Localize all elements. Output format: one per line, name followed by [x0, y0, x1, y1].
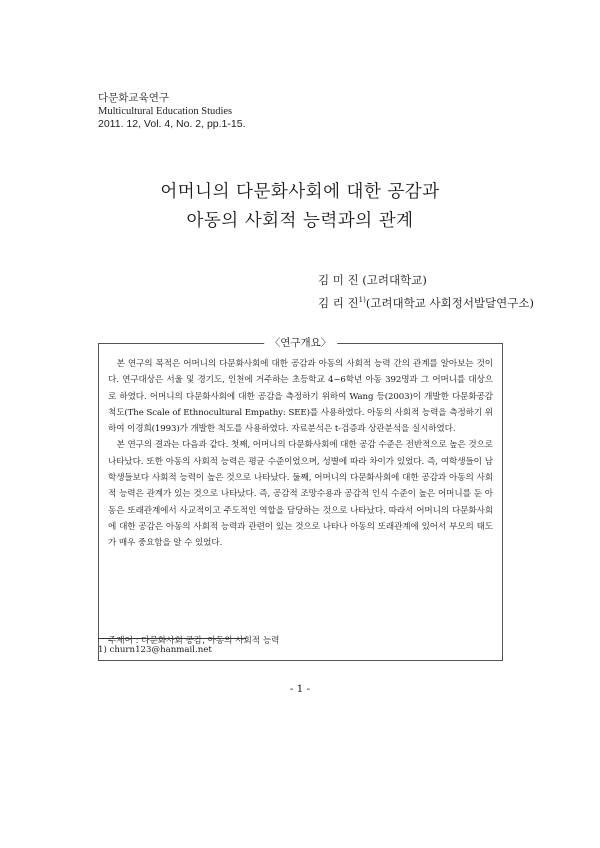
- author-2-affiliation: (고려대학교 사회정서발달연구소): [365, 295, 534, 310]
- abstract-heading: 〈연구개요〉: [264, 335, 338, 350]
- citation-info: 2011. 12, Vol. 4, No. 2, pp.1-15.: [98, 118, 246, 130]
- journal-title-ko: 다문화교육연구: [98, 92, 170, 104]
- abstract-paragraph-2: 본 연구의 결과는 다음과 같다. 첫째, 어머니의 다문화사회에 대한 공감 수준은 전반적으로 높은 것으로 나타났다. 또한 아동의 사회적 능력은 평균 수준이었으며, 성별에 따라 차이가 있었다. 즉, 여학생들이 남학생들보다 사회적 능력이 높은 것으로 나타났다. 둘째, 어머니의 다문화사회에 대한 공감과 아동의 사회적 능력은 관계가 있는 것으로 나타났다. 즉, 공감적 조망수용과 공감적 인식 수준이 높은 어머니를 둔 아동은 또래관계에서 사교적이고 주도적인 역할을 담당하는 것으로 나타났다. 따라서 어머니의 다문화사회에 대한 공감은 아동의 사회적 능력과 관련이 있는 것으로 나타나 아동의 또래관계에 있어서 부모의 태도가 매우 중요함을 알 수 있었다.: [108, 440, 493, 549]
- author-1-name: 김 미 진: [318, 273, 359, 287]
- abstract-body: [108, 356, 493, 552]
- title-line-1: 어머니의 다문화사회에 대한 공감과: [160, 182, 440, 202]
- footnote-marker: 1): [358, 296, 366, 304]
- footnote-divider: [98, 638, 246, 639]
- keywords: 주제어 : 다문화사회 공감, 아동의 사회적 능력: [108, 636, 280, 646]
- page-number: - 1 -: [289, 683, 311, 695]
- journal-header: [98, 92, 246, 131]
- author-1-affiliation: (고려대학교): [362, 273, 427, 287]
- abstract-paragraph-1: 본 연구의 목적은 어머니의 다문화사회에 대한 공감과 아동의 사회적 능력 간의 관계를 알아보는 것이다. 연구대상은 서울 및 경기도, 인천에 거주하는 초등학교 4~6학년 아동 392명과 그 어머니를 대상으로 하였다. 어머니의 다문화사회에 대한 공감을 측정하기 위하여 Wang 등(2003)이 개발한 다문화공감 척도(The Scale of Ethnocultural Empathy: SEE)를 사용하였다. 아동의 사회적 능력을 측정하기 위하여 이경희(1993)가 개발한 척도를 사용하였다. 자료분석은 t-검증과 상관분석을 실시하였다.: [108, 359, 493, 435]
- footnote-email: 1) churn123@hanmail.net: [98, 645, 212, 655]
- author-list: [318, 270, 534, 313]
- paper-title: [0, 178, 600, 236]
- author-2-name: 김 리 진: [318, 295, 359, 310]
- author-2: [318, 290, 534, 313]
- author-1: [318, 270, 534, 290]
- abstract-box: [98, 337, 503, 661]
- title-line-2: 아동의 사회적 능력과의 관계: [186, 211, 414, 231]
- journal-title-en: Multicultural Education Studies: [98, 106, 233, 117]
